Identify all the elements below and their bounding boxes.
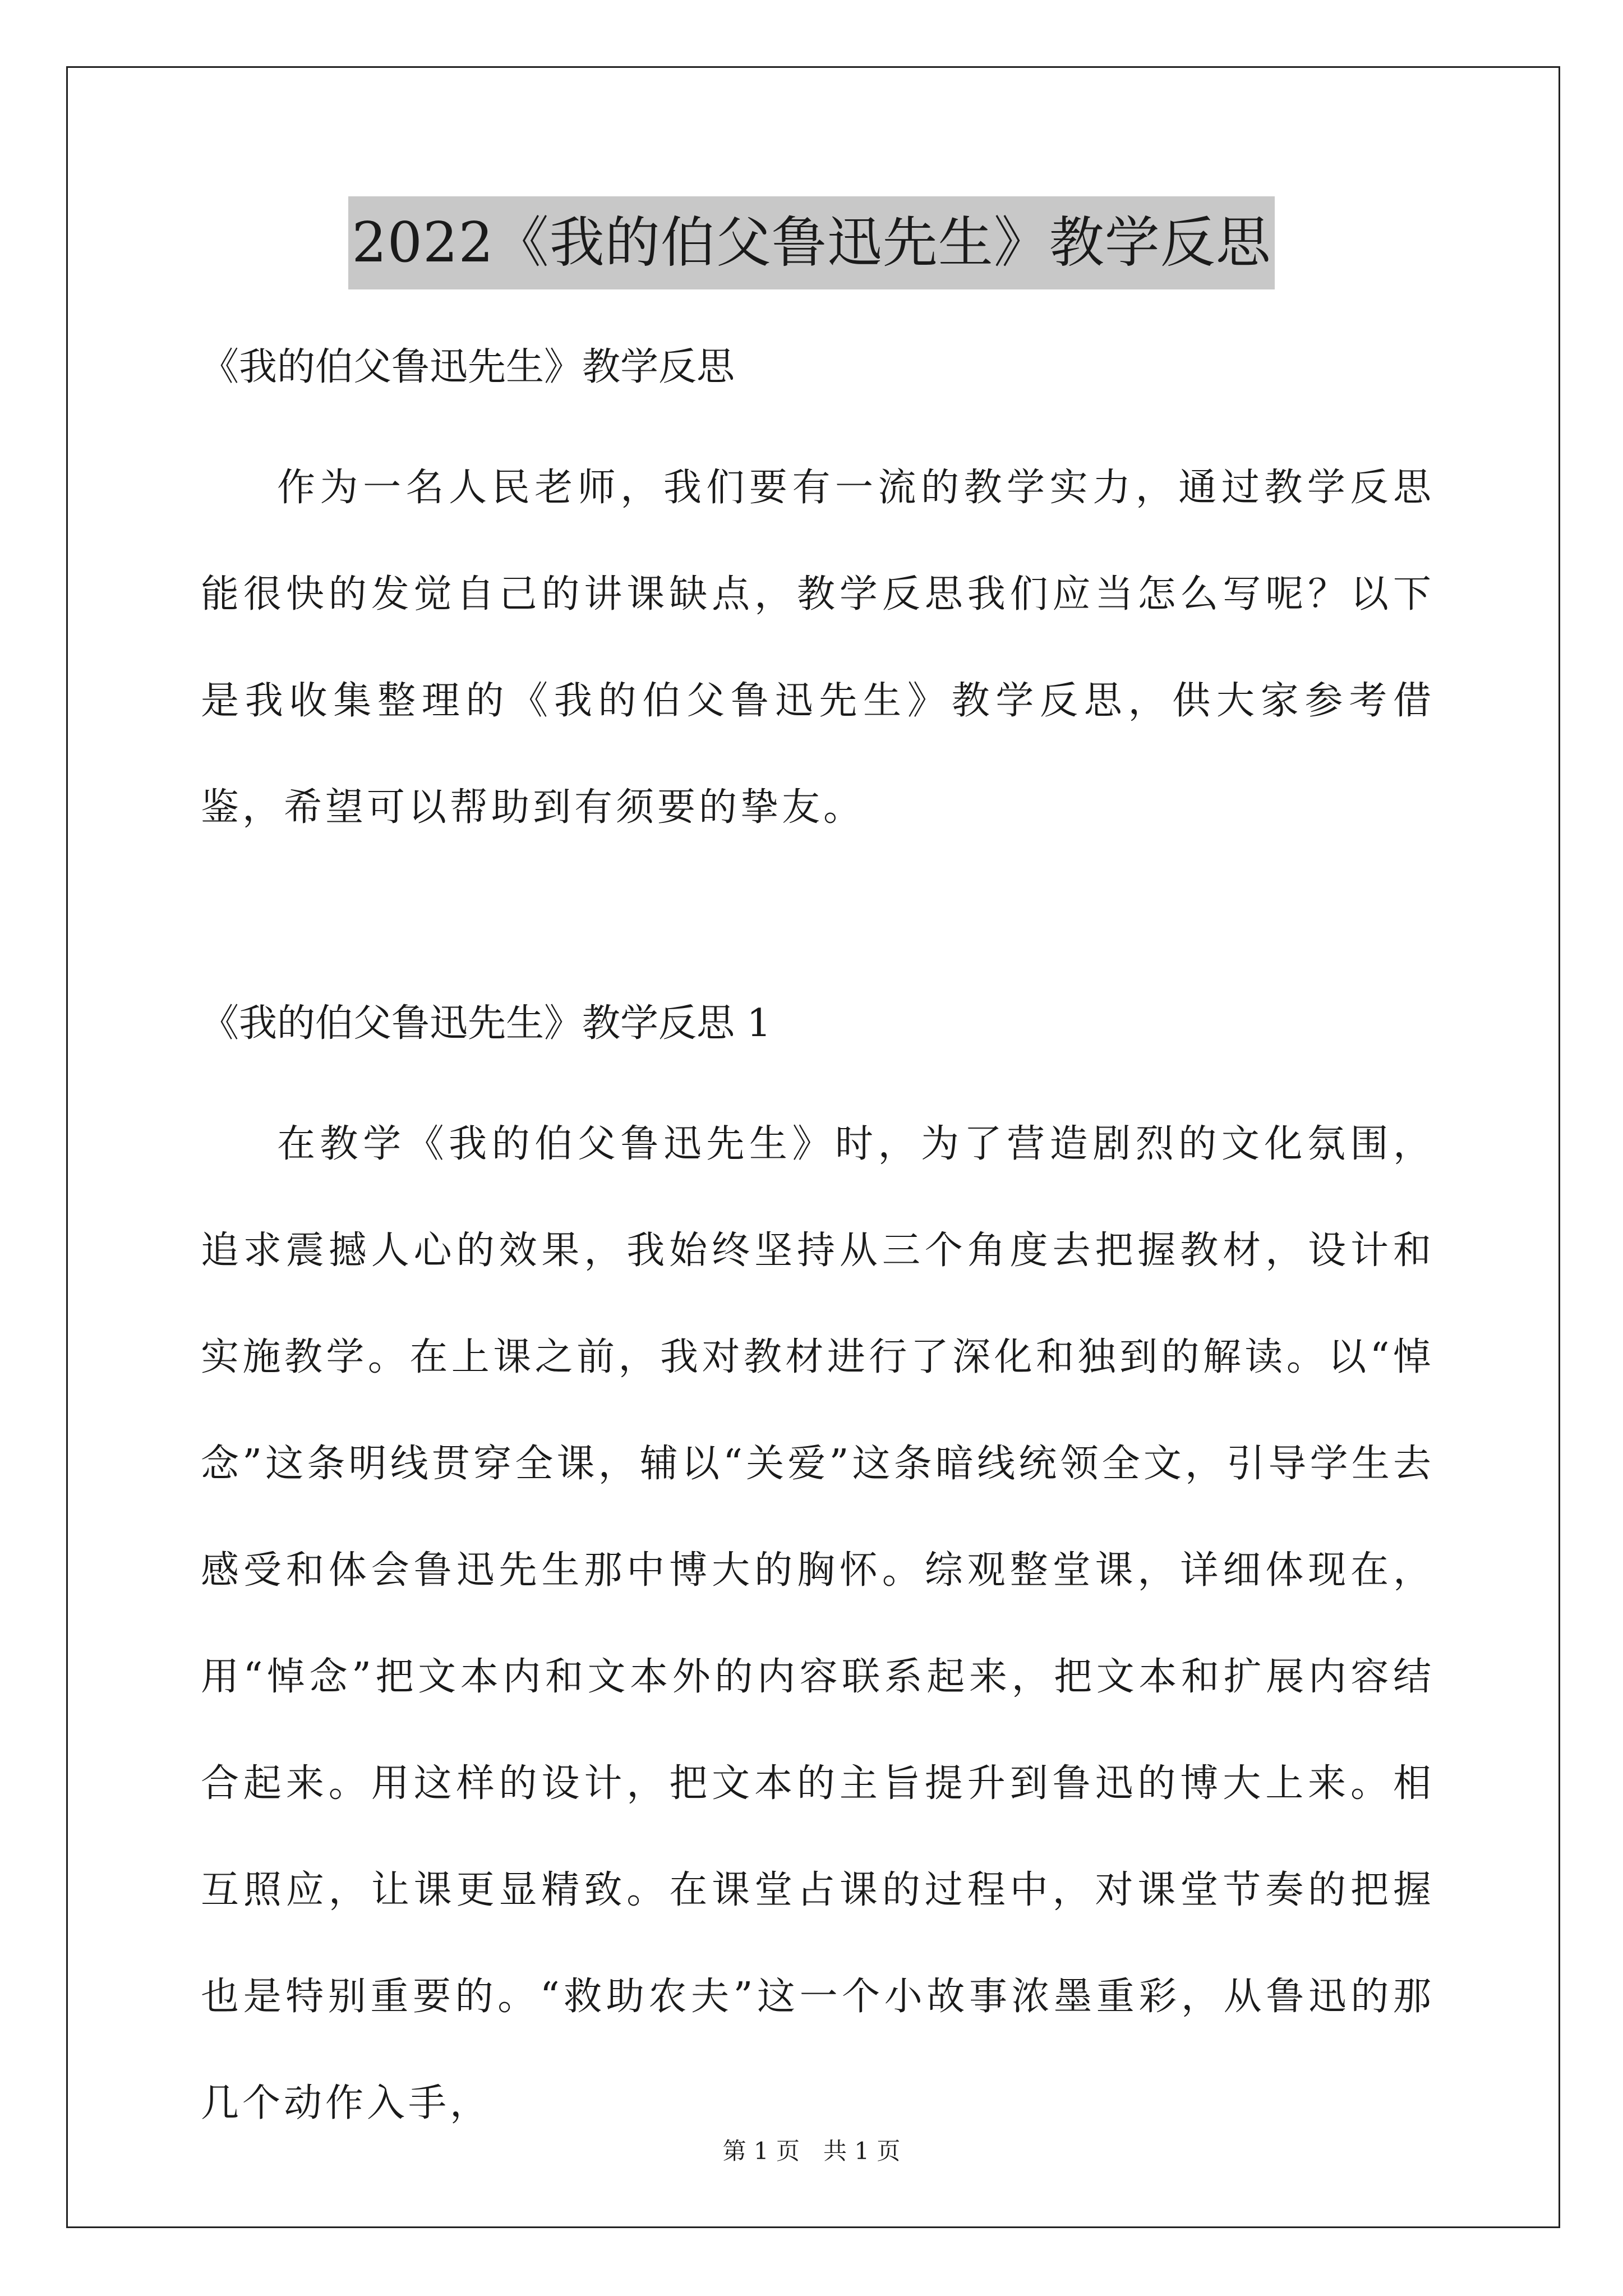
section1-heading: 《我的伯父鲁迅先生》教学反思 1 — [201, 1001, 771, 1046]
intro-heading: 《我的伯父鲁迅先生》教学反思 — [201, 345, 735, 389]
page-footer: 第 1 页 共 1 页 — [722, 2137, 901, 2165]
document-title: 2022《我的伯父鲁迅先生》教学反思 — [348, 196, 1274, 289]
section1-paragraph: 在教学《我的伯父鲁迅先生》时，为了营造剧烈的文化氛围，追求震撼人心的效果，我始终坚持从三个角度去把握教材，设计和实施教学。在上课之前，我对教材进行了深化和独到的解读。以“悼念”这条明线贯穿全课，辅以“关爱”这条暗线统领全文，引导学生去感受和体会鲁迅先生那中博大的胸怀。综观整堂课，详细体现在，用“悼念”把文本内和文本外的内容联系起来，把文本和扩展内容结合起来。用这样的设计，把文本的主旨提升到鲁迅的博大上来。相互照应，让课更显精致。在课堂占课的过程中，对课堂节奏的把握也是特别重要的。“救助农夫”这一个小故事浓墨重彩，从鲁迅的那几个动作入手， — [201, 1122, 1435, 2125]
intro-paragraph: 作为一名人民老师，我们要有一流的教学实力，通过教学反思能很快的发觉自己的讲课缺点，教学反思我们应当怎么写呢？以下是我收集整理的《我的伯父鲁迅先生》教学反思，供大家参考借鉴，希望可以帮助到有须要的挚友。 — [201, 466, 1435, 830]
title-container — [0, 196, 1623, 289]
